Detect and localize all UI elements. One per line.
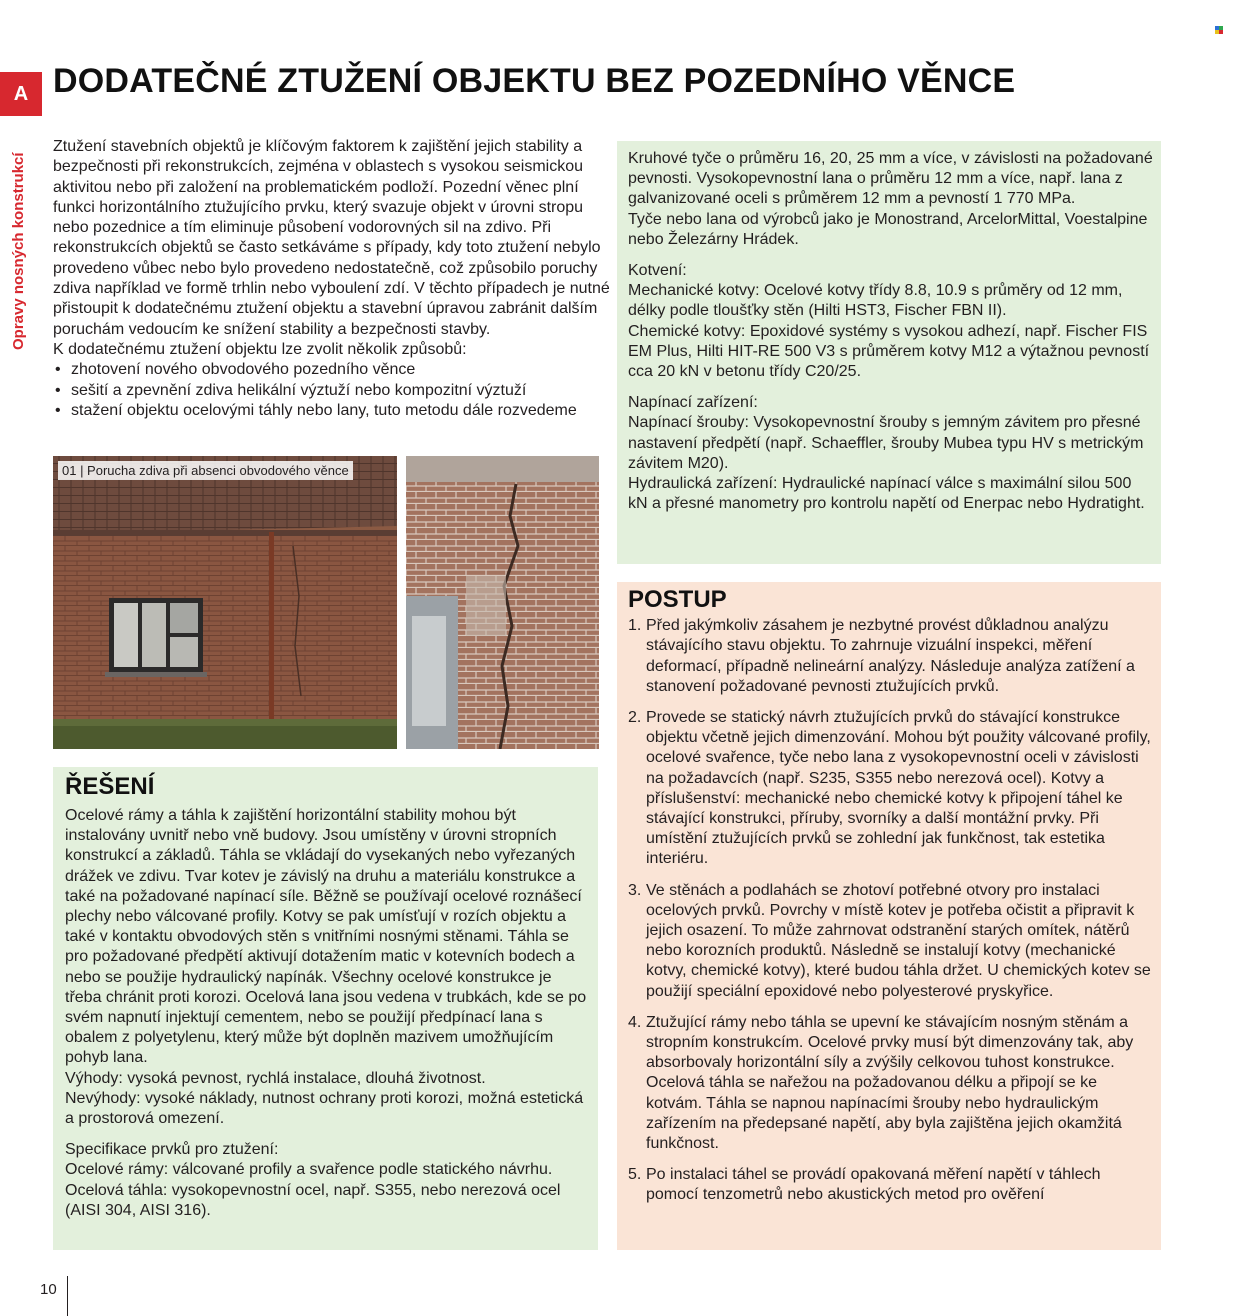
cracked-wall-illustration: [406, 456, 599, 749]
house-illustration: [53, 456, 397, 749]
page-number: 10: [40, 1281, 57, 1298]
step-number: 1.: [628, 617, 642, 635]
intro-list-heading: K dodatečnému ztužení objektu lze zvolit několik způsobů:: [53, 340, 467, 358]
intro-text: [53, 137, 613, 421]
list-item: [628, 881, 1153, 1002]
figure-caption: 01 | Porucha zdiva při absenci obvodového věnce: [58, 461, 353, 480]
list-item: • zhotovení nového obvodového pozedního věnce: [53, 360, 613, 380]
reseni-disadvantages: Nevýhody: vysoké náklady, nutnost ochrany proti korozi, možná estetická a prostorová omezení.: [65, 1089, 584, 1128]
spec-title: Specifikace prvků pro ztužení:: [65, 1141, 279, 1159]
step-text: Ve stěnách a podlahách se zhotoví potřebné otvory pro instalaci ocelových prvků. Povrchy v místě kotev je potřeba očistit a připravit k jejich osazení. To může zahrnovat odstranění starých omítek, nátěrů nebo korozních produktů. Následně se instalují kotvy (mechanické kotvy, chemické kotvy), které budou táhla držet. U chemických kotev se použijí speciální epoxidové nebo polyesterové pryskyřice.: [646, 881, 1151, 1000]
footer-divider: [67, 1276, 68, 1316]
list-item: [628, 616, 1153, 697]
cracked-wall-photo: [406, 456, 599, 749]
step-number: 5.: [628, 1166, 642, 1184]
postup-steps: [628, 616, 1153, 1205]
tensioning-screws: Napínací šrouby: Vysokopevnostní šrouby s jemným závitem pro přesné nastavení předpětí (např. Schaeffler, šrouby Mubea typu HV s metrickým závitem M20).: [628, 414, 1144, 472]
section-letter: A: [13, 82, 29, 105]
reseni-paragraph: Ocelové rámy a táhla k zajištění horizontální stability mohou být instalovány uvnitř nebo vně budovy. Jsou umístěny v úrovni stropních konstrukcí a základů. Táhla se vkládají do vysekaných nebo vyřezaných drážek ve zdivu. Tvar kotev je závislý na druhu a materiálu konstrukce a také na požadované napínací síle. Běžně se používají ocelové roznášecí plechy nebo válcované profily. Kotvy se pak umísťují v rozích objektu a také v kontaktu obvodových stěn s vnitřními nosnými stěnami. Táhla se pro požadované předpětí aktivují dotažením matic v kotevních bodech a nebo se použije hydraulický napínák. Všechny ocelové konstrukce je třeba chránit proti korozi. Ocelová lana jsou vedena v trubkách, kde se po svém napnutí injektují cementem, nebo se použijí předpínací lana s obalem z polyetylenu, který může být doplněn mazivem umožňujícím pohyb lana.: [65, 807, 587, 1067]
color-marks-icon: [1215, 26, 1225, 34]
spec-manufacturers: Tyče nebo lana od výrobců jako je Monostrand, ArcelorMittal, Voestalpine nebo Železárny Hrádek.: [628, 210, 1148, 248]
section-tab: [0, 72, 42, 116]
hydraulic-devices: Hydraulická zařízení: Hydraulické napínací válce s maximální silou 500 kN a přesné manometry pro kontrolu napětí od Enerpac nebo Hydratight.: [628, 475, 1145, 513]
spec-frames: Ocelové rámy: válcované profily a svařence podle statického návrhu.: [65, 1161, 553, 1179]
mechanical-anchors: Mechanické kotvy: Ocelové kotvy třídy 8.8, 10.9 s průměry od 12 mm, délky podle tloušťky stěn (Hilti HST3, Fischer FBN II).: [628, 282, 1123, 320]
chemical-anchors: Chemické kotvy: Epoxidové systémy s vysokou adhezí, např. Fischer FIS EM Plus, Hilti HIT-RE 500 V3 s průměrem kotvy M12 a výtažnou pevností cca 20 kN v betonu třídy C20/25.: [628, 322, 1150, 381]
list-item: [628, 1013, 1153, 1154]
postup-text: [628, 586, 1153, 1217]
list-item: • stažení objektu ocelovými táhly nebo lany, tuto metodu dále rozvedeme: [53, 401, 613, 421]
intro-paragraph: Ztužení stavebních objektů je klíčovým faktorem k zajištění jejich stability a bezpečnosti při rekonstrukcích, zejména v oblastech s vysokou seismickou aktivitou nebo při založení na problematickém podloží. Pozední věnec plní funkci horizontálního ztužujícího prvku, který svazuje objekt v úrovni stropu nebo pozednice a tím eliminuje působení vodorovných sil na zdivo. Při rekonstrukcích objektů se často setkáváme s případy, kdy toto ztužení nebylo provedeno vůbec nebo bylo provedeno nedostatečně, což způsobilo poruchy zdiva například ve formě trhlin nebo vyboulení zdí. V těchto případech je nutné přistoupit k dodatečnému ztužení objektu a stavební úpravou zabránit dalším poruchám vedoucím ke snížení stability a bezpečnosti stavby.: [53, 138, 610, 338]
house-photo: [53, 456, 397, 749]
list-item: [628, 708, 1153, 870]
step-text: Po instalaci táhel se provádí opakovaná měření napětí v táhlech pomocí tenzometrů nebo akustických metod pro ověření: [646, 1166, 1101, 1204]
specification-text: [628, 149, 1153, 514]
reseni-heading: ŘEŠENÍ: [65, 773, 155, 800]
page-title: DODATEČNÉ ZTUŽENÍ OBJEKTU BEZ POZEDNÍHO VĚNCE: [53, 62, 1016, 100]
spec-rods-text: Kruhové tyče o průměru 16, 20, 25 mm a více, v závislosti na požadované pevnosti. Vysokopevnostní lana o průměru 12 mm a více, např. lana z galvanizované oceli s průměrem 12 mm a pevností 1 770 MPa.: [628, 150, 1153, 208]
step-number: 2.: [628, 709, 642, 727]
list-item: • sešití a zpevnění zdiva helikální výztuží nebo kompozitní výztuží: [53, 381, 613, 401]
postup-heading: POSTUP: [628, 586, 727, 613]
list-item: [628, 1165, 1153, 1205]
reseni-text: [65, 806, 590, 1221]
step-number: 4.: [628, 1013, 642, 1031]
section-vertical-label: Opravy nosných konstrukcí: [10, 152, 27, 350]
step-text: Provede se statický návrh ztužujících prvků do stávající konstrukce objektu včetně jejich dimenzování. Mohou být použity válcované profily, ocelové svařence, tyče nebo lana z vysokopevnostní oceli v závislosti na požadavcích (např. S235, S355 nebo nerezová ocel). Kotvy a příslušenství: mechanické nebo chemické kotvy k připojení táhel ke stávající konstrukci, příruby, svorníky a další montážní prvky. Při umístění ztužujících prvků se zohlední jak funkčnost, tak estetika interiéru.: [646, 709, 1151, 868]
tensioning-title: Napínací zařízení:: [628, 394, 758, 412]
intro-bullet-list: [53, 360, 613, 421]
anchoring-title: Kotvení:: [628, 262, 687, 280]
reseni-advantages: Výhody: vysoká pevnost, rychlá instalace, dlouhá životnost.: [65, 1069, 486, 1087]
step-number: 3.: [628, 881, 642, 899]
spec-rods: Ocelová táhla: vysokopevnostní ocel, např. S355, nebo nerezová ocel (AISI 304, AISI 316).: [65, 1181, 561, 1219]
step-text: Ztužující rámy nebo táhla se upevní ke stávajícím nosným stěnám a stropním konstrukcím. Ocelové prvky musí být dimenzovány tak, aby absorbovaly horizontální síly a zvýšily celkovou tuhost konstrukce. Ocelová táhla se nařežou na požadovanou délku a připojí se ke kotvám. Táhla se napnou napínacími šrouby nebo hydraulickým zařízením na předepsané napětí, aby byla zajištěna jejich okamžitá funkčnost.: [646, 1013, 1134, 1153]
step-text: Před jakýmkoliv zásahem je nezbytné provést důkladnou analýzu stávajícího stavu objektu. To zahrnuje vizuální inspekci, měření deformací, případně nelineární analýzy. Následuje analýza zatížení a stanovení požadované pevnosti ztužujících prvků.: [646, 617, 1135, 695]
